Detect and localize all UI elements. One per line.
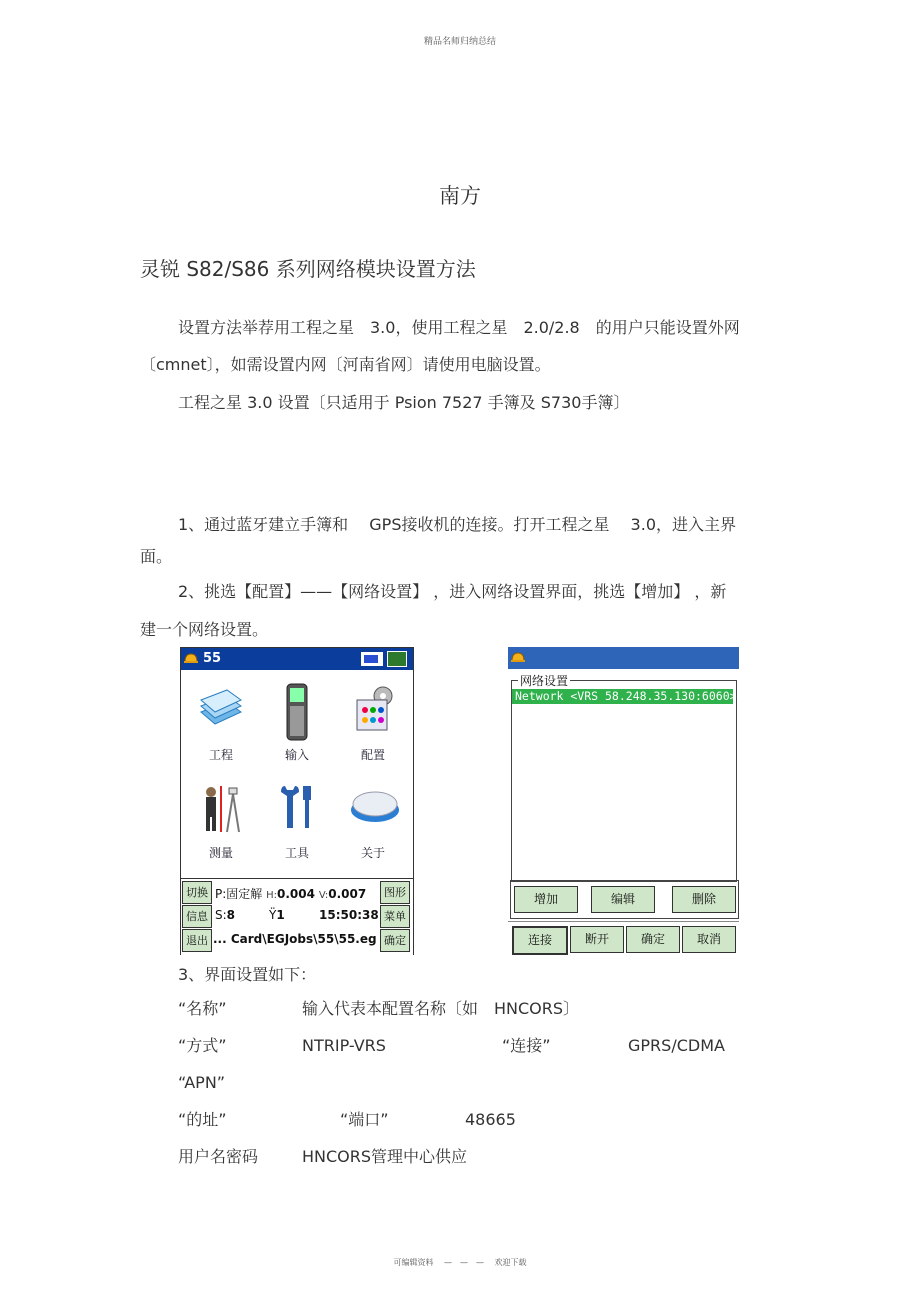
main-menu-screenshot (180, 647, 414, 955)
step-2-line-1: 2、挑选【配置】——【网络设置】 ，进入网络设置界面，挑选【增加】 ，新 (178, 582, 727, 601)
menu-item-input[interactable] (259, 674, 335, 774)
clock (319, 908, 379, 922)
document-title: 南方 (439, 184, 481, 208)
network-settings-label: 网络设置 (520, 674, 569, 688)
signal-icon (387, 651, 407, 667)
s-label: S: (215, 908, 227, 922)
tools-icon (273, 780, 321, 836)
step-1-line-1: 1、通过蓝牙建立手簿和 GPS接收机的连接。打开工程之星 3.0，进入主界 (178, 515, 737, 534)
exit-button[interactable]: 退出 (182, 929, 212, 952)
menu-item-tools[interactable] (259, 772, 335, 872)
hardhat-icon (184, 652, 198, 664)
menu-item-label: 工程 (208, 748, 233, 762)
mode-label: “方式” (178, 1036, 227, 1055)
menu-item-project[interactable] (183, 674, 259, 774)
page-header-note: 精品名师归纳总结 (423, 37, 496, 47)
main-menu-grid (181, 672, 413, 878)
name-label: “名称” (178, 999, 227, 1018)
port-value: 48665 (465, 1110, 516, 1129)
document-subtitle: 灵锐 S82/S86 系列网络模块设置方法 (140, 257, 476, 281)
paragraph-1-line-1: 设置方法举荐用工程之星 3.0，使用工程之星 2.0/2.8 的用户只能设置外网 (178, 318, 740, 337)
network-settings-screenshot (508, 647, 739, 953)
surveyor-icon (197, 780, 245, 836)
menu-item-label: 配置 (360, 748, 385, 762)
antenna-status (269, 908, 285, 922)
cancel-button[interactable]: 取消 (682, 926, 736, 953)
menu-item-label: 测量 (208, 846, 233, 860)
network-bottom-bar (508, 921, 739, 954)
v-label: V: (318, 890, 329, 901)
hardhat-icon (511, 651, 525, 663)
satellite-status (215, 908, 235, 922)
menu-button[interactable]: 菜单 (380, 905, 410, 928)
clock-value: 15:50:38 (319, 908, 379, 922)
s-value: 8 (226, 908, 236, 922)
ok-button[interactable]: 确定 (380, 929, 410, 952)
mode-value: NTRIP-VRS (302, 1036, 386, 1055)
delete-button[interactable]: 删除 (672, 886, 736, 913)
confirm-button[interactable]: 确定 (626, 926, 680, 953)
switch-button[interactable]: 切换 (182, 881, 212, 904)
name-value: 输入代表本配置名称〔如 HNCORS〕 (302, 999, 580, 1018)
menu-item-config[interactable] (335, 674, 411, 774)
network-list-item[interactable]: Network <VRS 58.248.35.130:6060> (512, 689, 733, 704)
port-label: “端口” (340, 1110, 389, 1129)
job-path-value: ... Card\EGJobs\55\55.eg (213, 932, 377, 946)
edit-button[interactable]: 编辑 (591, 886, 655, 913)
step-1-line-2: 面。 (140, 547, 173, 566)
connection-label: “连接” (502, 1036, 551, 1055)
handheld-icon (273, 682, 321, 744)
menu-item-label: 输入 (284, 748, 309, 762)
p-label: P: (215, 887, 227, 901)
network-action-bar (510, 880, 739, 919)
connection-value: GPRS/CDMA (628, 1036, 725, 1055)
connect-button[interactable]: 连接 (512, 926, 568, 955)
apn-label: “APN” (178, 1073, 226, 1092)
menu-item-label: 关于 (360, 846, 385, 860)
step-2-line-2: 建一个网络设置。 (140, 620, 269, 639)
books-icon (197, 682, 245, 738)
status-panel (181, 878, 413, 955)
info-button[interactable]: 信息 (182, 905, 212, 928)
menu-item-about[interactable] (335, 772, 411, 872)
disconnect-button[interactable]: 断开 (570, 926, 624, 953)
user-password-value: HNCORS管理中心供应 (302, 1147, 468, 1166)
page-footer-note: 可编辑资料 — — — 欢迎下载 (393, 1258, 527, 1267)
network-settings-group (511, 680, 737, 882)
network-settings-titlebar (508, 647, 739, 669)
antenna-value: 1 (276, 908, 285, 922)
main-menu-titlebar (181, 648, 413, 670)
job-path (213, 932, 377, 946)
h-label: H: (266, 890, 278, 901)
p-value: 固定解 (226, 887, 263, 901)
menu-item-label: 工具 (284, 846, 309, 860)
step-3: 3、界面设置如下： (178, 965, 317, 984)
add-button[interactable]: 增加 (514, 886, 578, 913)
solution-status (215, 885, 366, 902)
address-label: “的址” (178, 1110, 227, 1129)
menu-item-survey[interactable] (183, 772, 259, 872)
paragraph-1-line-2: 〔cmnet〕，如需设置内网〔河南省网〕请使用电脑设置。 (140, 355, 551, 374)
h-value: 0.004 (277, 887, 315, 901)
antenna-icon: Ÿ (269, 908, 277, 922)
settings-icon (349, 682, 397, 738)
battery-icon (361, 652, 383, 666)
paragraph-2: 工程之星 3.0 设置〔只适用于 Psion 7527 手簿及 S730手簿〕 (178, 393, 630, 412)
graphic-button[interactable]: 图形 (380, 881, 410, 904)
user-password-label: 用户名密码 (178, 1147, 259, 1166)
job-name: 55 (203, 651, 222, 666)
receiver-icon (349, 780, 401, 836)
v-value: 0.007 (328, 887, 367, 901)
